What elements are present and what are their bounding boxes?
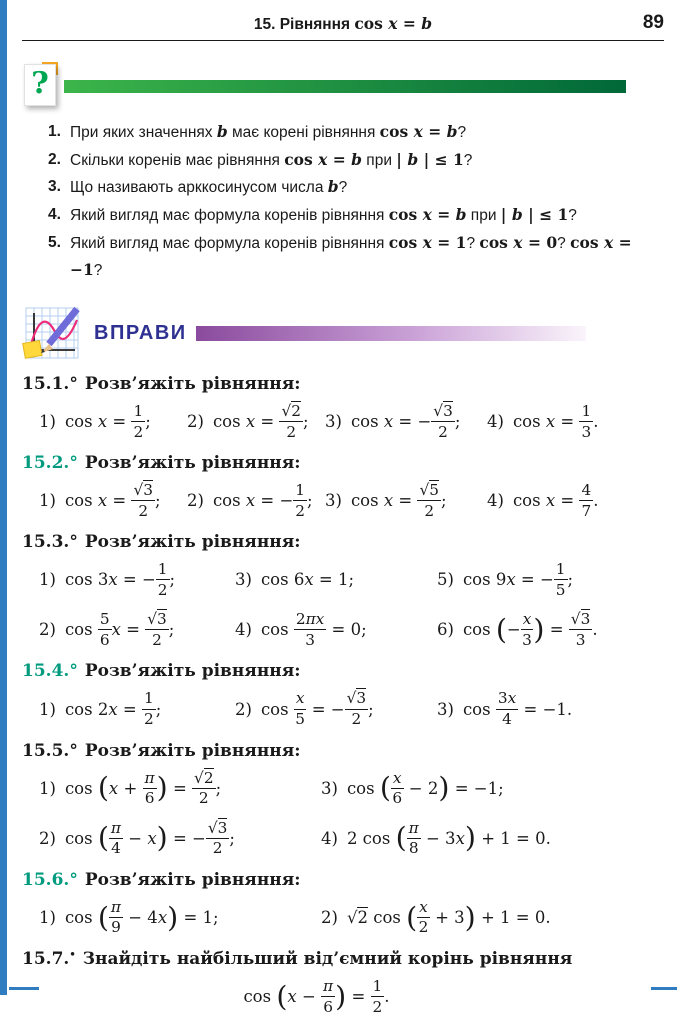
equation-item [39,770,321,807]
equation-item [321,899,664,936]
equation-item [235,690,437,727]
page-header [22,12,664,36]
exercise-number: 15.7.• [22,948,76,969]
equation: cos x = $\frac{√2}{2}$ ; [212,401,309,441]
exercise-heading [22,532,664,552]
item-number: 1) [39,491,56,511]
equation-item [39,611,235,648]
equation: cos (x + $\frac{\pi}{6}$ ) = $\frac{√2}{2}$ ; [64,768,222,808]
item-number: 3) [321,778,338,798]
question-text: Що називають арккосинусом числа b? [70,177,348,197]
exercise [22,374,664,440]
exercise-number: 15.2.° [22,453,78,474]
exercise [22,870,664,936]
equation-item [321,820,664,857]
equation-item [39,899,321,936]
equation-item [187,482,325,519]
exercise-row [39,561,664,598]
equation: cos x = − $\frac{√3}{2}$ ; [350,401,461,441]
exercise-heading [22,870,664,890]
page-number: 89 [642,12,664,33]
question-number: 3. [48,178,61,196]
exercise-title: Розв’яжіть рівняння: [84,373,301,394]
equation: cos (x − $\frac{\pi}{6}$ ) = $\frac{1}{2}$ . [243,976,390,1016]
equation: cos $\frac{2\pi x}{3}$ = 0; [260,610,367,649]
equation-item [437,690,664,727]
questions-banner [22,61,664,109]
item-number: 5) [437,570,454,590]
equation: cos ( $\frac{\pi}{9}$ − 4x) = 1; [64,897,219,937]
equation: cos x = $\frac{√3}{2}$ ; [64,481,161,520]
equation-item [321,770,664,807]
exercise-number: 15.6.° [22,869,78,890]
exercise [22,661,664,727]
exercise-row [39,978,594,1015]
equation: √2 cos ( $\frac{x}{2}$ + 3) + 1 = 0. [346,897,551,937]
exercises-banner [22,303,664,365]
page [7,0,664,1028]
exercise-row [39,403,664,440]
equation-item [325,403,487,440]
exercise-heading [22,949,664,969]
sticky-note [23,340,42,358]
exercise-title: Розв’яжіть рівняння: [84,869,301,890]
header-rule [22,40,664,41]
question-glyph: ? [24,64,56,106]
exercise-title: Знайдіть найбільший від’ємний корінь рівняння [82,948,573,969]
questions-list [48,119,642,285]
item-number: 6) [437,620,454,640]
exercise-number: 15.1.° [22,373,78,394]
exercise-row [39,820,664,857]
question-text: Скільки коренів має рівняння cos x = b при | b | ≤ 1? [70,149,473,169]
equation: cos ( $\frac{x}{6}$ − 2) = −1; [346,768,504,808]
item-number: 1) [39,907,56,927]
equation-item [235,570,437,589]
equation: cos $\frac{x}{5}$ = − $\frac{√3}{2}$ ; [260,689,374,728]
equation-item [39,561,235,598]
exercise [22,741,664,857]
equation-item [437,611,664,648]
bottom-left-mark [9,987,39,990]
equation: cos x = − $\frac{1}{2}$ ; [212,481,313,520]
equation: cos 6x = 1; [260,570,355,590]
exercise [22,532,664,648]
equation-item [39,482,187,519]
exercise-row [39,690,664,727]
question-item [48,147,642,175]
item-number: 2) [187,491,204,511]
equation-item [325,482,487,519]
equation-item [437,561,664,598]
equation: cos x = $\frac{1}{3}$ . [512,401,599,441]
exercise-title: Розв’яжіть рівняння: [84,740,301,761]
question-number: 4. [48,205,61,223]
question-item [48,119,642,147]
exercise [22,949,664,1015]
item-number: 1) [39,412,56,431]
exercises-list [22,374,664,1015]
exercise-row [39,482,664,519]
exercise-row [39,770,664,807]
chapter-title: 15. Рівняння cos x = b [253,14,433,33]
page-edge-strip [0,0,7,995]
green-gradient-bar [64,80,626,93]
exercise-row [39,899,664,936]
exercise-heading [22,741,664,761]
question-mark-icon [22,61,62,109]
equation-item [235,611,437,648]
equation: cos x = $\frac{1}{2}$ ; [64,401,151,441]
exercise-heading [22,374,664,394]
equation: 2 cos ( $\frac{\pi}{8}$ − 3x) + 1 = 0. [346,818,551,858]
exercises-icon [22,306,82,362]
exercise-number: 15.5.° [22,740,78,761]
exercise-row [39,611,664,648]
equation-item [243,976,390,1016]
equation-item [487,403,664,440]
item-number: 1) [39,570,56,590]
bottom-right-mark [651,987,677,990]
exercise-number: 15.4.° [22,661,78,682]
exercise-title: Розв’яжіть рівняння: [84,661,301,682]
exercise-heading [22,453,664,473]
equation: cos (− $\frac{x}{3}$ ) = $\frac{√3}{3}$ . [462,610,598,649]
purple-gradient-bar [196,326,586,341]
item-number: 4) [487,412,504,431]
equation: cos x = $\frac{4}{7}$ . [512,481,599,520]
item-number: 3) [325,491,342,511]
question-text: Який вигляд має формула коренів рівняння cos x = 1? cos x = 0? cos x = −1? [70,232,632,280]
questions-section [22,61,664,285]
equation: cos ( $\frac{\pi}{4}$ − x) = − $\frac{√3}{2}$ ; [64,818,235,858]
item-number: 4) [487,491,504,511]
question-number: 2. [48,150,61,168]
item-number: 1) [39,778,56,798]
item-number: 2) [235,699,252,719]
item-number: 2) [321,907,338,927]
item-number: 4) [321,828,338,848]
exercise [22,453,664,519]
equation-item [39,820,321,857]
equation: cos x = $\frac{√5}{2}$ ; [350,481,447,520]
item-number: 3) [235,570,252,590]
equation: cos $\frac{3x}{4}$ = −1. [462,689,573,728]
equation-item [39,690,235,727]
question-item [48,174,642,202]
equation-item [39,403,187,440]
question-text: Який вигляд має формула коренів рівняння cos x = b при | b | ≤ 1? [70,204,577,224]
question-number: 1. [48,123,61,140]
equation: cos 3x = − $\frac{1}{2}$ ; [64,560,176,599]
question-text: При яких значеннях b має корені рівняння cos x = b? [70,122,467,141]
equation: cos 2x = $\frac{1}{2}$ ; [64,689,162,728]
question-number: 5. [48,233,61,251]
item-number: 1) [39,699,56,719]
item-number: 3) [437,699,454,719]
item-number: 4) [235,620,252,640]
exercise-number: 15.3.° [22,532,78,553]
equation: cos 9x = − $\frac{1}{5}$ ; [462,560,574,599]
item-number: 2) [39,828,56,848]
item-number: 2) [39,620,56,640]
exercise-title: Розв’яжіть рівняння: [84,532,301,553]
item-number: 2) [187,412,204,431]
exercise-heading [22,661,664,681]
item-number: 3) [325,412,342,431]
exercises-label: ВПРАВИ [94,322,187,345]
equation-item [487,482,664,519]
question-item [48,202,642,230]
question-item [48,230,642,285]
exercise-title: Розв’яжіть рівняння: [84,453,301,474]
equation-item [187,403,325,440]
equation: cos $\frac{5}{6}$ x = $\frac{√3}{2}$ ; [64,610,175,649]
